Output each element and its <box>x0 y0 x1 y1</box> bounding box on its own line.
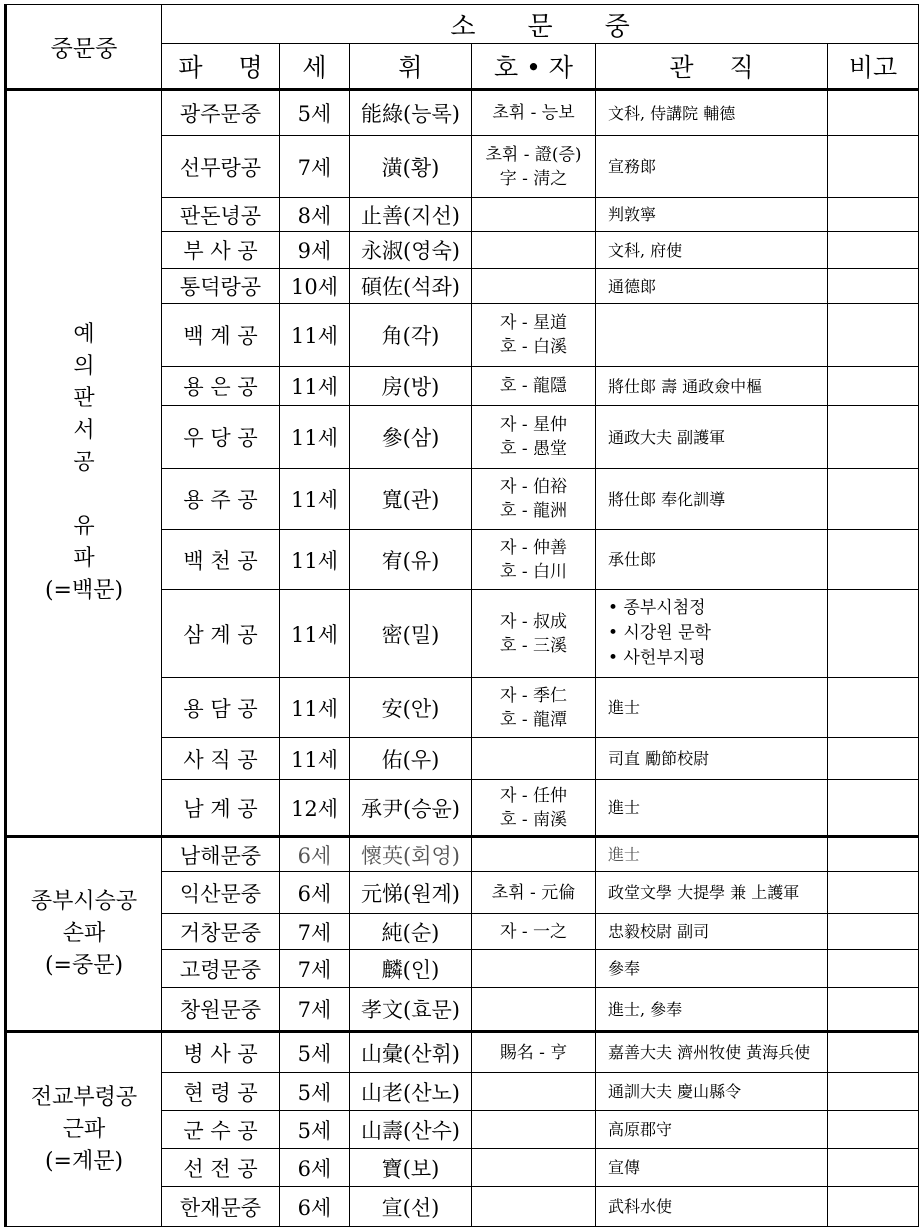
hwi-cell: 潢(황) <box>350 136 472 198</box>
generation-cell: 8세 <box>280 198 350 232</box>
cell-line: 호 - 三溪 <box>500 635 567 656</box>
remarks-cell <box>828 1187 919 1227</box>
gwanjik-cell <box>596 1111 828 1149</box>
gwanjik-cell <box>596 1149 828 1187</box>
gwanjik-cell <box>596 1032 828 1073</box>
hwi-cell: 宣(선) <box>350 1187 472 1227</box>
gwanjik-cell <box>596 590 828 678</box>
generation-cell: 5세 <box>280 1073 350 1111</box>
generation-cell: 12세 <box>280 780 350 837</box>
header-sub-title: 소 문 중 <box>162 5 919 44</box>
cell-line: 호 - 南溪 <box>500 809 567 830</box>
hwi-cell: 密(밀) <box>350 590 472 678</box>
remarks-cell <box>828 90 919 136</box>
gwanjik-cell <box>596 269 828 304</box>
gwanjik-cell <box>596 914 828 950</box>
group-label-line: (=계문) <box>44 1148 124 1174</box>
pa-name-cell: 사 직 공 <box>162 738 280 780</box>
generation-cell: 11세 <box>280 406 350 469</box>
cell-line: • 종부시첨정 <box>608 598 706 618</box>
group-label-line <box>7 479 161 511</box>
group-label-line: 예 <box>73 322 95 347</box>
cell-line: 通政大夫 副護軍 <box>608 427 726 447</box>
ho-ja-cell <box>472 678 596 738</box>
pa-name-cell: 한재문중 <box>162 1187 280 1227</box>
hwi-cell: 山老(산노) <box>350 1073 472 1111</box>
ho-ja-cell <box>472 1187 596 1227</box>
header-remarks: 비고 <box>828 44 919 90</box>
remarks-cell <box>828 678 919 738</box>
group-label-line: (=중문) <box>44 953 124 978</box>
pa-name-cell: 판돈녕공 <box>162 198 280 232</box>
generation-cell: 6세 <box>280 837 350 872</box>
ho-ja-cell <box>472 837 596 872</box>
hwi-cell: 山彙(산휘) <box>350 1032 472 1073</box>
pa-name-cell: 군 수 공 <box>162 1111 280 1149</box>
gwanjik-cell <box>596 950 828 988</box>
ho-ja-cell <box>472 780 596 837</box>
cell-line: 宣傳 <box>608 1158 641 1177</box>
ho-ja-cell <box>472 469 596 530</box>
hwi-cell: 碩佐(석좌) <box>350 269 472 304</box>
remarks-cell <box>828 988 919 1032</box>
pa-name-cell: 거창문중 <box>162 914 280 950</box>
cell-line: 賜名 - 亨 <box>499 1042 568 1063</box>
header-hwi: 휘 <box>350 44 472 90</box>
ho-ja-cell <box>472 198 596 232</box>
group-label-line: 종부시승공 <box>30 889 138 914</box>
hwi-cell: 宥(유) <box>350 530 472 590</box>
remarks-cell <box>828 1111 919 1149</box>
hwi-cell: 麟(인) <box>350 950 472 988</box>
cell-line: 호 - 白溪 <box>500 337 567 357</box>
header-group-column: 중문중 <box>6 5 162 90</box>
cell-line: 호 - 愚堂 <box>500 439 567 459</box>
remarks-cell <box>828 530 919 590</box>
cell-line: 초휘 - 證(증) <box>485 144 582 165</box>
ho-ja-cell <box>472 1073 596 1111</box>
cell-line: 嘉善大夫 濟州牧使 黃海兵使 <box>608 1043 811 1062</box>
ho-ja-cell <box>472 914 596 950</box>
gwanjik-cell <box>596 872 828 914</box>
remarks-cell <box>828 469 919 530</box>
pa-name-cell: 현 령 공 <box>162 1073 280 1111</box>
ho-ja-cell <box>472 232 596 269</box>
gwanjik-cell <box>596 988 828 1032</box>
remarks-cell <box>828 780 919 837</box>
group-label-line: 유 <box>73 514 95 539</box>
remarks-cell <box>828 1073 919 1111</box>
remarks-cell <box>828 590 919 678</box>
pa-name-cell: 선무랑공 <box>162 136 280 198</box>
cell-line: • 사헌부지평 <box>608 648 706 668</box>
cell-line: 자 - 仲善 <box>500 537 567 558</box>
ho-ja-cell <box>472 872 596 914</box>
generation-cell: 11세 <box>280 678 350 738</box>
remarks-cell <box>828 914 919 950</box>
generation-cell: 6세 <box>280 1187 350 1227</box>
table-row <box>6 1032 919 1073</box>
ho-ja-cell <box>472 90 596 136</box>
hwi-cell: 山壽(산수) <box>350 1111 472 1149</box>
pa-name-cell: 통덕랑공 <box>162 269 280 304</box>
hwi-cell: 永淑(영숙) <box>350 232 472 269</box>
remarks-cell <box>828 872 919 914</box>
ho-ja-cell <box>472 988 596 1032</box>
remarks-cell <box>828 304 919 367</box>
cell-line: 政堂文學 大提學 兼 上護軍 <box>608 883 800 902</box>
pa-name-cell: 창원문중 <box>162 988 280 1032</box>
generation-cell: 5세 <box>280 1111 350 1149</box>
hwi-cell: 寶(보) <box>350 1149 472 1187</box>
cell-line: 武科水使 <box>608 1197 673 1216</box>
remarks-cell <box>828 738 919 780</box>
cell-line: 宣務郞 <box>608 157 657 176</box>
gwanjik-cell <box>596 1073 828 1111</box>
pa-name-cell: 남 계 공 <box>162 780 280 837</box>
gwanjik-cell <box>596 90 828 136</box>
gwanjik-cell <box>596 304 828 367</box>
gwanjik-cell <box>596 406 828 469</box>
group-label-line: 공 <box>73 450 95 475</box>
pa-name-cell: 우 당 공 <box>162 406 280 469</box>
cell-line: 將仕郞 奉化訓導 <box>608 489 726 509</box>
generation-cell: 9세 <box>280 232 350 269</box>
hwi-cell: 純(순) <box>350 914 472 950</box>
remarks-cell <box>828 950 919 988</box>
hwi-cell: 佑(우) <box>350 738 472 780</box>
pa-name-cell: 백 계 공 <box>162 304 280 367</box>
generation-cell: 11세 <box>280 304 350 367</box>
hwi-cell: 止善(지선) <box>350 198 472 232</box>
pa-name-cell: 남해문중 <box>162 837 280 872</box>
cell-line: 호 - 龍隱 <box>500 376 567 396</box>
cell-line: • 시강원 문학 <box>608 623 711 643</box>
ho-ja-cell <box>472 1149 596 1187</box>
cell-line: 參奉 <box>608 959 641 978</box>
group-label-line: 판 <box>73 386 95 411</box>
remarks-cell <box>828 837 919 872</box>
cell-line: 將仕郞 壽 通政僉中樞 <box>608 376 763 396</box>
remarks-cell <box>828 232 919 269</box>
cell-line: 자 - 任仲 <box>500 785 567 806</box>
hwi-cell: 參(삼) <box>350 406 472 469</box>
remarks-cell <box>828 198 919 232</box>
generation-cell: 6세 <box>280 1149 350 1187</box>
gwanjik-cell <box>596 837 828 872</box>
pa-name-cell: 용 담 공 <box>162 678 280 738</box>
hwi-cell: 能綠(능록) <box>350 90 472 136</box>
generation-cell: 11세 <box>280 469 350 530</box>
group-label-line: 전교부령공 <box>30 1084 138 1110</box>
cell-line: 자 - 一之 <box>500 921 567 942</box>
header-pa-name: 파 명 <box>162 44 280 90</box>
cell-line: 호 - 龍潭 <box>500 709 567 730</box>
ho-ja-cell <box>472 530 596 590</box>
pa-name-cell: 용 주 공 <box>162 469 280 530</box>
pa-name-cell: 용 은 공 <box>162 367 280 406</box>
cell-line: 자 - 季仁 <box>500 685 567 706</box>
table-row <box>6 837 919 872</box>
generation-cell: 5세 <box>280 1032 350 1073</box>
cell-line: 文科, 府使 <box>608 240 683 260</box>
generation-cell: 7세 <box>280 988 350 1032</box>
pa-name-cell: 백 천 공 <box>162 530 280 590</box>
ho-ja-cell <box>472 590 596 678</box>
cell-line: 자 - 星道 <box>500 313 567 333</box>
generation-cell: 7세 <box>280 136 350 198</box>
ho-ja-cell <box>472 136 596 198</box>
cell-line: 通訓大夫 慶山縣令 <box>608 1082 742 1101</box>
hwi-cell: 寬(관) <box>350 469 472 530</box>
remarks-cell <box>828 1032 919 1073</box>
ho-ja-cell <box>472 1111 596 1149</box>
ho-ja-cell <box>472 738 596 780</box>
hwi-cell: 孝文(효문) <box>350 988 472 1032</box>
cell-line: 자 - 伯裕 <box>500 477 567 497</box>
remarks-cell <box>828 406 919 469</box>
generation-cell: 10세 <box>280 269 350 304</box>
group-label-line: 근파 <box>62 1116 106 1142</box>
generation-cell: 7세 <box>280 950 350 988</box>
group-label-line: 의 <box>73 354 95 379</box>
generation-cell: 11세 <box>280 530 350 590</box>
pa-name-cell: 부 사 공 <box>162 232 280 269</box>
hwi-cell: 角(각) <box>350 304 472 367</box>
hwi-cell: 元悌(원계) <box>350 872 472 914</box>
gwanjik-cell <box>596 198 828 232</box>
cell-line: 進士 <box>608 698 641 717</box>
group-label-line: 서 <box>73 418 95 443</box>
header-ho-ja: 호 • 자 <box>472 44 596 90</box>
cell-line: 초휘 - 능보 <box>492 103 575 123</box>
ho-ja-cell <box>472 304 596 367</box>
group-label-line: 파 <box>73 546 95 571</box>
cell-line: 高原郡守 <box>608 1120 673 1139</box>
remarks-cell <box>828 136 919 198</box>
gwanjik-cell <box>596 232 828 269</box>
gwanjik-cell <box>596 367 828 406</box>
gwanjik-cell <box>596 136 828 198</box>
generation-cell: 7세 <box>280 914 350 950</box>
ho-ja-cell <box>472 367 596 406</box>
generation-cell: 5세 <box>280 90 350 136</box>
generation-cell: 6세 <box>280 872 350 914</box>
group-label-line: 손파 <box>62 921 106 946</box>
pa-name-cell: 삼 계 공 <box>162 590 280 678</box>
ho-ja-cell <box>472 406 596 469</box>
gwanjik-cell <box>596 530 828 590</box>
hwi-cell: 房(방) <box>350 367 472 406</box>
remarks-cell <box>828 1149 919 1187</box>
cell-line: 通德郞 <box>608 276 657 296</box>
pa-name-cell: 익산문중 <box>162 872 280 914</box>
pa-name-cell: 선 전 공 <box>162 1149 280 1187</box>
pa-name-cell: 광주문중 <box>162 90 280 136</box>
cell-line: 字 - 淸之 <box>499 168 568 189</box>
generation-cell: 11세 <box>280 367 350 406</box>
cell-line: 호 - 龍洲 <box>500 501 567 521</box>
group-label-line: (=백문) <box>44 578 124 603</box>
cell-line: 司直 勵節校尉 <box>608 749 710 768</box>
gwanjik-cell <box>596 1187 828 1227</box>
group-label <box>6 837 162 1032</box>
cell-line: 호 - 白川 <box>500 561 567 582</box>
hwi-cell: 承尹(승윤) <box>350 780 472 837</box>
cell-line: 進士, 參奉 <box>608 999 683 1019</box>
cell-line: 進士 <box>608 845 641 864</box>
generation-cell: 11세 <box>280 590 350 678</box>
cell-line: 忠毅校尉 副司 <box>608 922 710 941</box>
cell-line: 判敦寧 <box>608 205 657 224</box>
generation-cell: 11세 <box>280 738 350 780</box>
hwi-cell: 安(안) <box>350 678 472 738</box>
table-row <box>6 90 919 136</box>
gwanjik-cell <box>596 738 828 780</box>
ho-ja-cell <box>472 269 596 304</box>
gwanjik-cell <box>596 469 828 530</box>
pa-name-cell: 병 사 공 <box>162 1032 280 1073</box>
gwanjik-cell <box>596 678 828 738</box>
ho-ja-cell <box>472 950 596 988</box>
cell-line: 進士 <box>608 798 641 817</box>
cell-line: 文科, 侍講院 輔德 <box>608 103 736 123</box>
remarks-cell <box>828 269 919 304</box>
hwi-cell: 懷英(회영) <box>350 837 472 872</box>
header-gwanjik: 관 직 <box>596 44 828 90</box>
genealogy-table <box>4 4 919 1227</box>
group-label <box>6 90 162 837</box>
header-generation: 세 <box>280 44 350 90</box>
gwanjik-cell <box>596 780 828 837</box>
pa-name-cell: 고령문중 <box>162 950 280 988</box>
cell-line: 자 - 星仲 <box>500 415 567 435</box>
cell-line: 초휘 - 元倫 <box>491 882 576 903</box>
group-label <box>6 1032 162 1227</box>
remarks-cell <box>828 367 919 406</box>
cell-line: 承仕郞 <box>608 550 657 569</box>
cell-line: 자 - 叔成 <box>500 611 567 632</box>
ho-ja-cell <box>472 1032 596 1073</box>
